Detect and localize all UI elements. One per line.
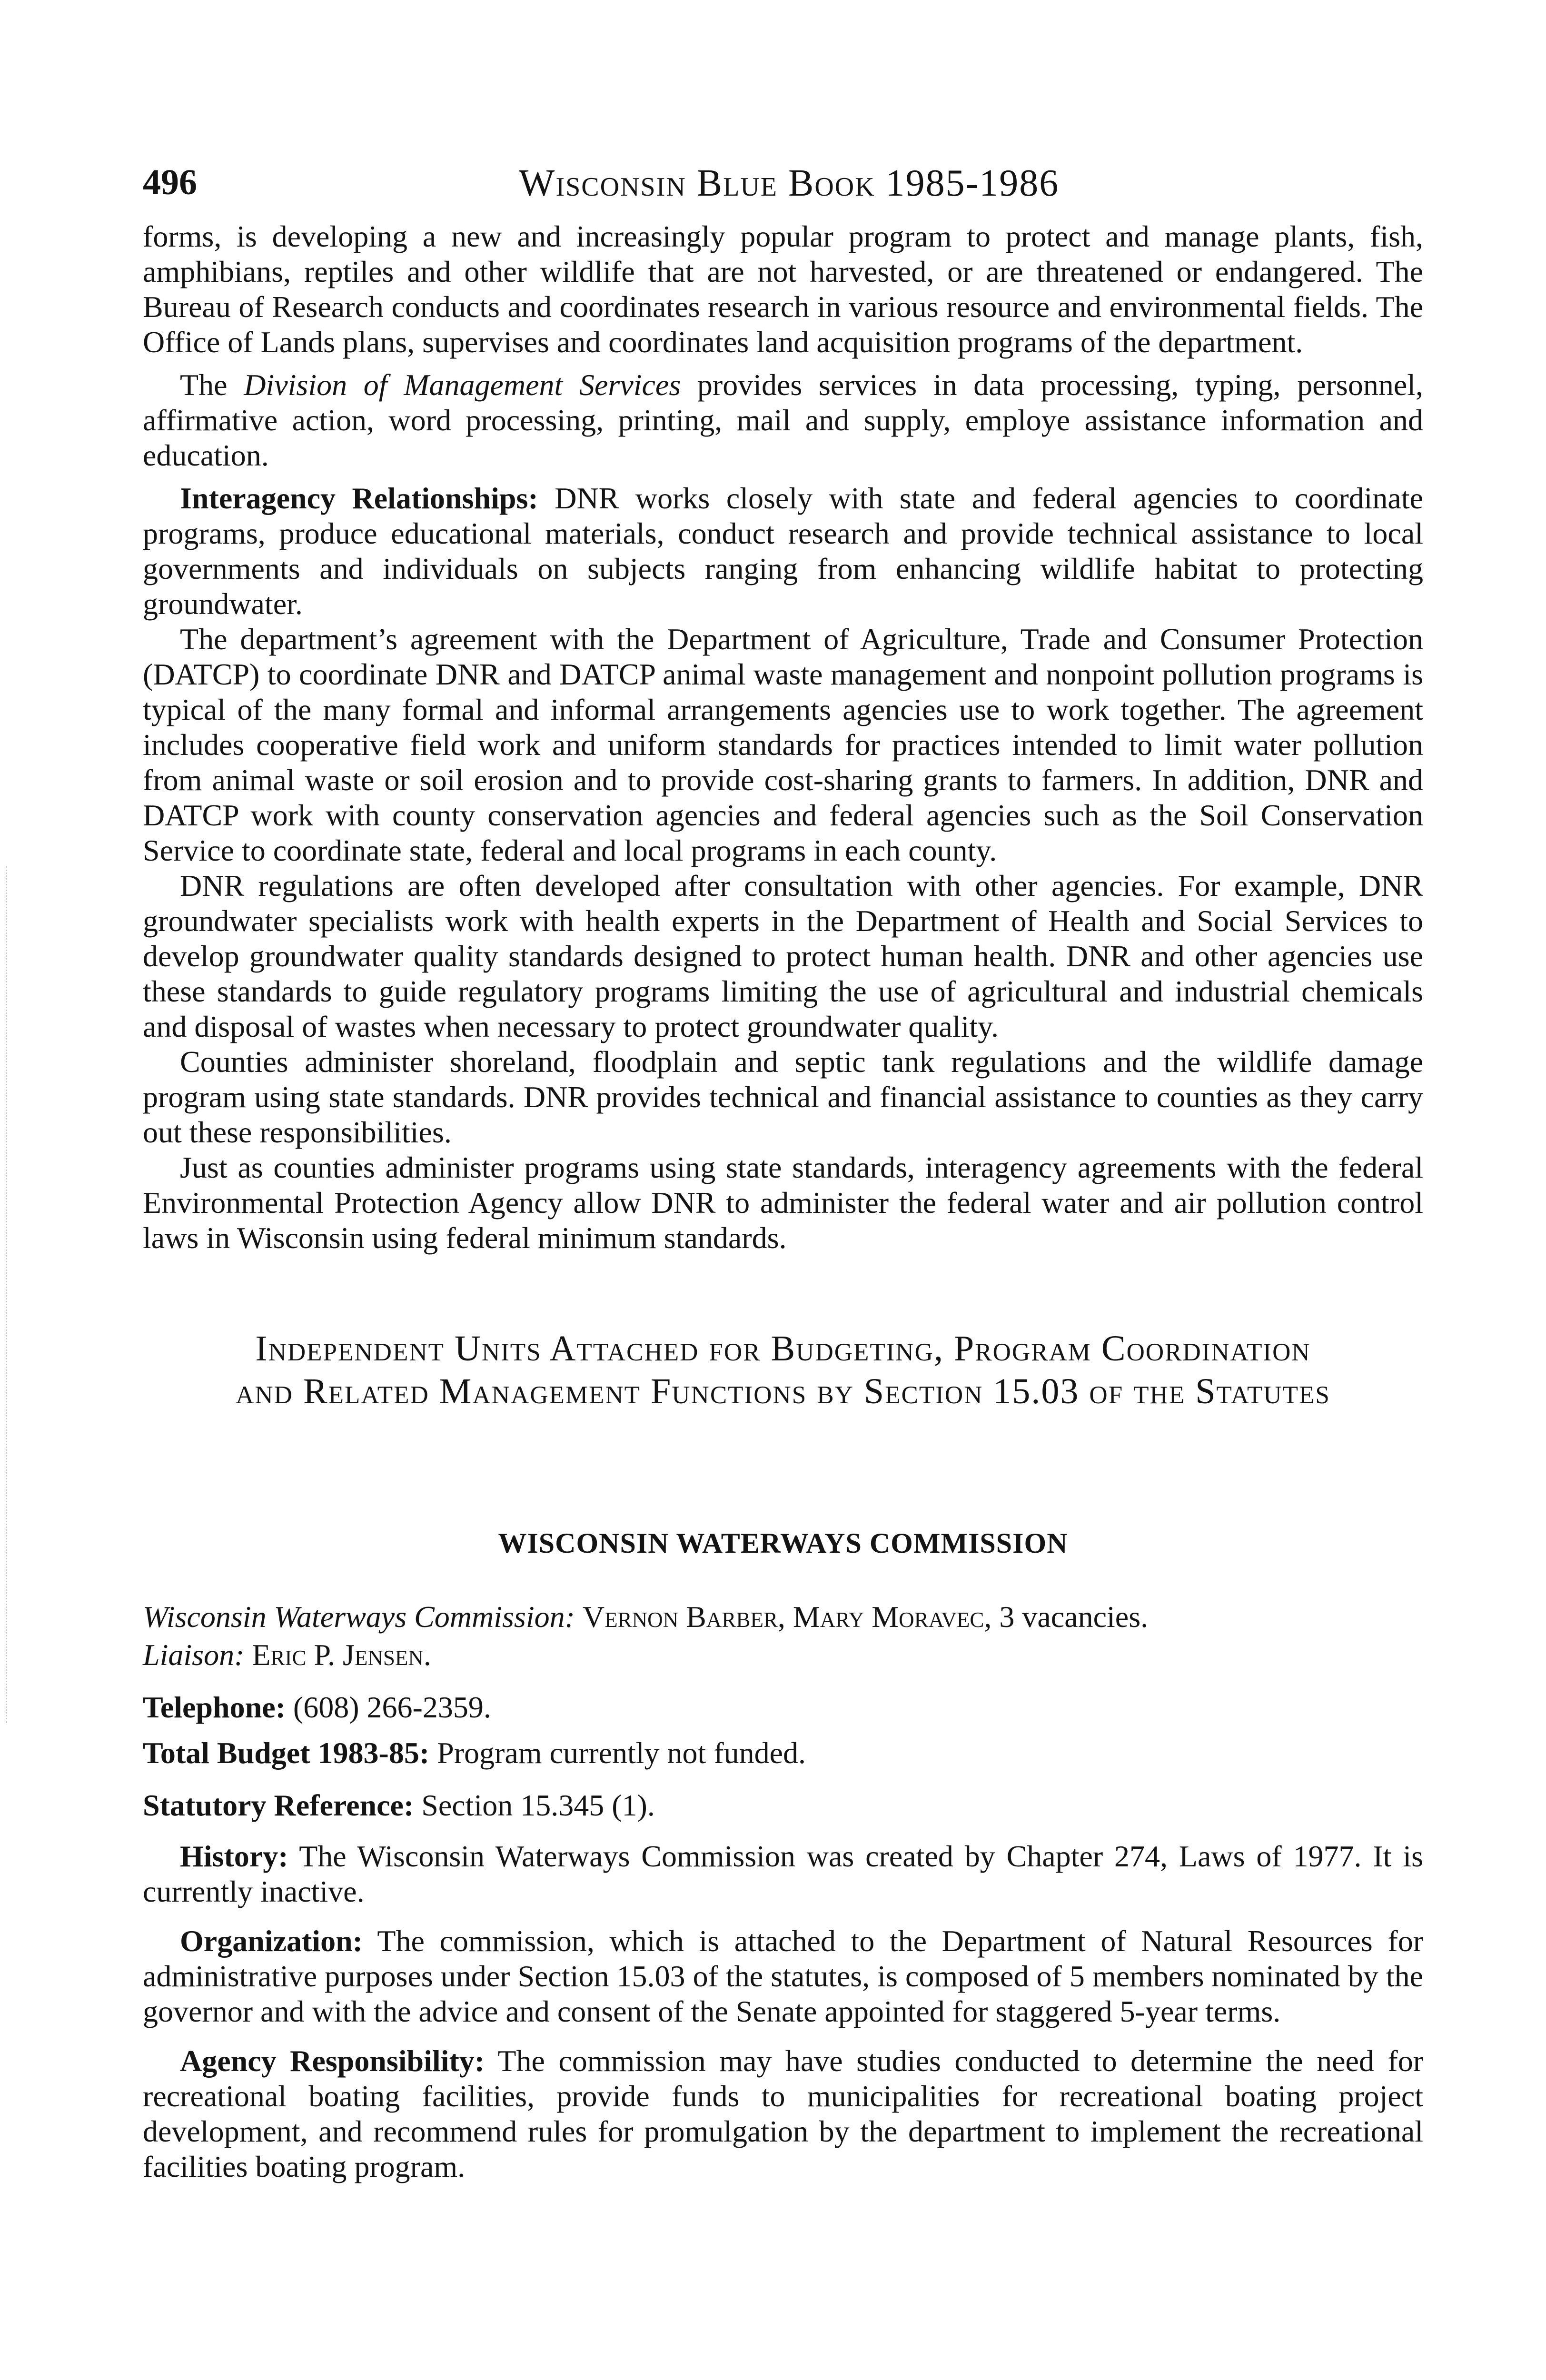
section-heading (143, 1327, 1423, 1413)
p2-rest: provides services in data processing, typing, personnel, affirmative action, word processing, printing, mail and supply, employe assistance information and education. (143, 368, 1424, 472)
responsibility-label: Agency Responsibility: (180, 2044, 485, 2078)
p2-prefix: The (180, 368, 244, 402)
liaison-line (143, 1636, 1423, 1674)
document-page (143, 143, 1423, 2184)
budget-line (143, 1734, 1423, 1772)
body-paragraph-6: Counties administer shoreland, floodplain and septic tank regulations and the wildlife damage program using state standards. DNR provides technical and financial assistance to counties as they carry out these responsibilities. (143, 1045, 1423, 1149)
statutory-line (143, 1786, 1423, 1825)
commission-title: WISCONSIN WATERWAYS COMMISSION (498, 1527, 1068, 1559)
telephone-value: (608) 266-2359. (285, 1690, 491, 1724)
body-paragraph-7: Just as counties administer programs using state standards, interagency agreements with the federal Environmental Protection Agency allow DNR to administer the federal water and air pollution control laws in Wisconsin using federal minimum standards. (143, 1150, 1423, 1255)
page-header (143, 143, 1423, 219)
statutory-label: Statutory Reference: (143, 1788, 414, 1822)
members-names: Vernon Barber, Mary Moravec, (582, 1600, 992, 1634)
liaison-label: Liaison: (143, 1638, 245, 1672)
body-paragraph-5: DNR regulations are often developed after consultation with other agencies. For example, DNR groundwater specialists work with health experts in the Department of Health and Social Services to develop groundwater quality standards designed to protect human health. DNR and other agencies use these standards to guide regulatory programs limiting the use of agricultural and industrial chemicals and disposal of wastes when necessary to protect groundwater quality. (143, 869, 1423, 1043)
responsibility-paragraph (143, 2043, 1423, 2184)
body-paragraph-2 (143, 367, 1423, 473)
telephone-label: Telephone: (143, 1690, 286, 1724)
responsibility-text: The commission may have studies conducted to determine the need for recreational boating facilities, provide funds to municipalities for recreational boating project development, and recommend rules for promulgation by the department to implement the recreational facilities boating program. (143, 2044, 1424, 2183)
section-heading-line-1: Independent Units Attached for Budgeting, Program Coordination (255, 1329, 1311, 1368)
body-paragraph-1: forms, is developing a new and increasingly popular program to protect and manage plants, fish, amphibians, reptiles and other wildlife that are not harvested, or are threatened or endangered. The Bureau of Research conducts and coordinates research in various resource and environmental fields. The Office of Lands plans, supervises and coordinates land acquisition programs of the department. (143, 219, 1423, 359)
budget-value: Program currently not funded. (429, 1736, 806, 1770)
history-text: The Wisconsin Waterways Commission was created by Chapter 274, Laws of 1977. It is currently inactive. (143, 1839, 1423, 1908)
telephone-line (143, 1688, 1423, 1726)
section-heading-line-2: and Related Management Functions by Section 15.03 of the Statutes (236, 1371, 1330, 1411)
statutory-value: Section 15.345 (1). (414, 1788, 655, 1822)
scan-margin-marks (6, 866, 9, 1723)
organization-paragraph (143, 1924, 1423, 2029)
organization-text: The commission, which is attached to the Department of Natural Resources for administrative purposes under Section 15.03 of the statutes, is composed of 5 members nominated by the governor and with the advice and consent of the Senate appointed for staggered 5-year terms. (143, 1924, 1423, 2028)
organization-label: Organization: (180, 1924, 363, 1958)
liaison-name: Eric P. Jensen. (252, 1638, 431, 1672)
history-label: History: (180, 1839, 288, 1873)
interagency-paragraph (143, 481, 1423, 622)
history-paragraph (143, 1839, 1423, 1909)
running-title: Wisconsin Blue Book 1985-1986 (519, 162, 1060, 204)
interagency-label: Interagency Relationships: (180, 481, 538, 515)
page-number: 496 (143, 162, 197, 202)
budget-label: Total Budget 1983-85: (143, 1736, 430, 1770)
division-name: Division of Management Services (244, 368, 681, 402)
body-paragraph-4: The department’s agreement with the Department of Agriculture, Trade and Consumer Protection (DATCP) to coordinate DNR and DATCP animal waste management and nonpoint pollution programs is typical of the many formal and informal arrangements agencies use to work together. The agreement includes cooperative field work and uniform standards for practices intended to limit water pollution from animal waste or soil erosion and to provide cost-sharing grants to farmers. In addition, DNR and DATCP work with county conservation agencies and federal agencies such as the Soil Conservation Service to coordinate state, federal and local programs in each county. (143, 622, 1423, 867)
members-label: Wisconsin Waterways Commission: (143, 1600, 575, 1634)
interagency-text: DNR works closely with state and federal agencies to coordinate programs, produce educational materials, conduct research and provide technical assistance to local governments and individuals on subjects ranging from enhancing wildlife habitat to protecting groundwater. (143, 481, 1424, 621)
members-line (143, 1598, 1423, 1636)
members-tail: 3 vacancies. (991, 1600, 1149, 1634)
